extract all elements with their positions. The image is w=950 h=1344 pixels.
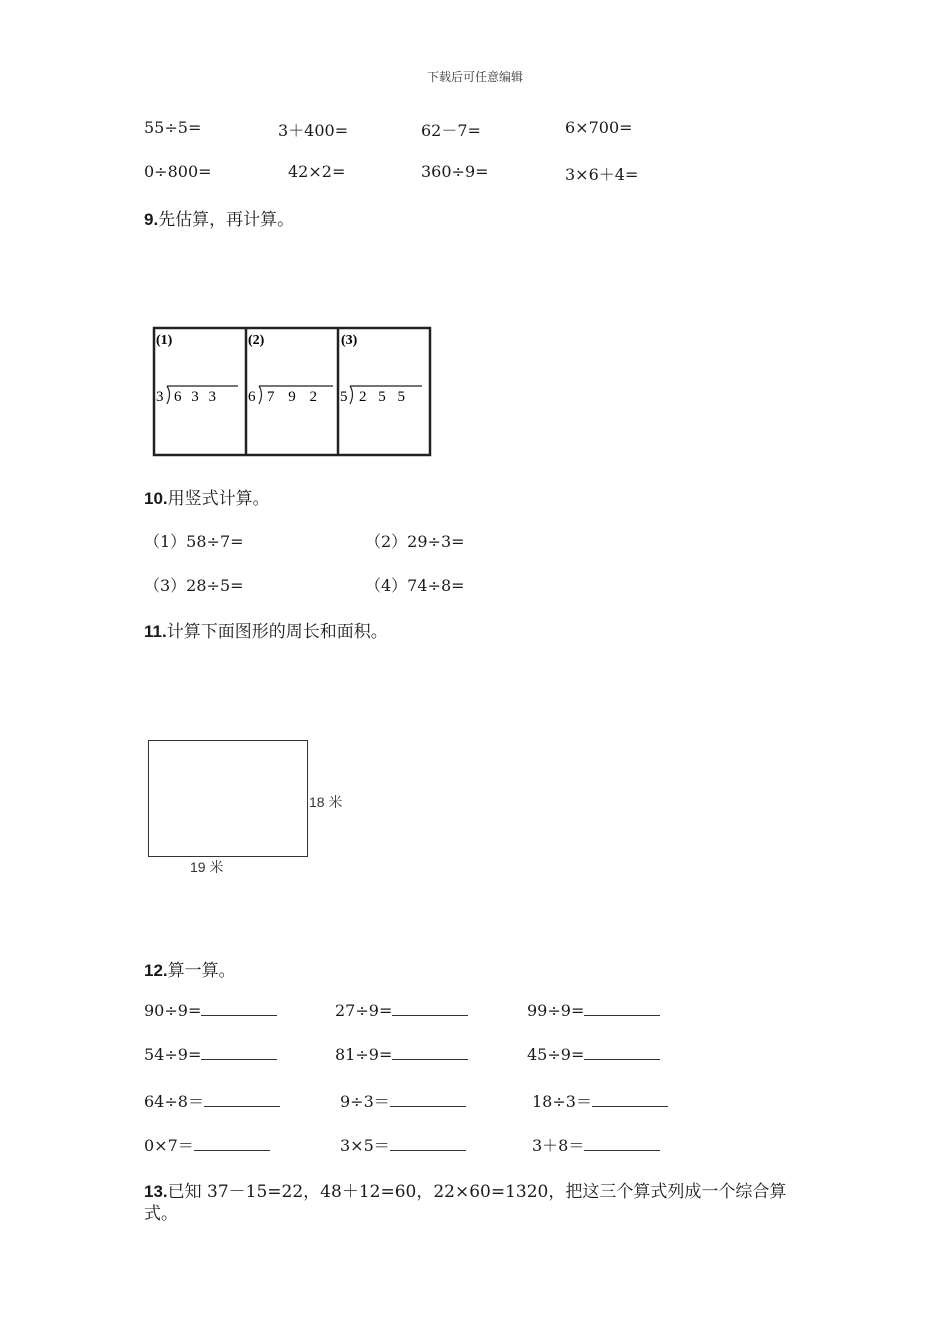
answer-blank[interactable] (392, 1001, 468, 1016)
division-box-3 (340, 333, 422, 405)
calc-item (144, 1045, 277, 1064)
calc-expression: 3×5＝ (340, 1136, 390, 1155)
question-number: 11. (144, 622, 167, 641)
question-11 (144, 617, 388, 642)
question-10 (144, 484, 270, 509)
equation: 3×6＋4= (565, 165, 639, 184)
calc-expression: 27÷9= (335, 1001, 393, 1020)
divisor: 3 (156, 389, 164, 405)
calc-expression: 81÷9= (335, 1045, 393, 1064)
question-text: 算一算。 (167, 961, 236, 981)
calc-item (527, 1001, 660, 1020)
calc-expression: 3＋8＝ (532, 1136, 585, 1155)
divisor: 6 (248, 389, 256, 405)
question-text: 先估算，再计算。 (158, 210, 295, 230)
equation: 55÷5= (144, 118, 202, 137)
equation: 360÷9= (421, 162, 489, 181)
calc-item (144, 1089, 280, 1112)
question-13 (144, 1177, 786, 1202)
answer-blank[interactable] (194, 1136, 270, 1151)
box-label: (1) (156, 333, 173, 348)
calc-expression: 90÷9= (144, 1001, 202, 1020)
question-number: 10. (144, 489, 168, 508)
question-9 (144, 205, 294, 230)
calc-item (340, 1133, 466, 1156)
division-box-1 (156, 333, 238, 405)
page-header: 下载后可任意编辑 (426, 70, 523, 84)
division-boxes (150, 324, 435, 460)
calc-item (144, 1133, 270, 1156)
division-item: （4）74÷8= (365, 576, 465, 595)
answer-blank[interactable] (201, 1001, 277, 1016)
calc-item (144, 1001, 277, 1020)
calc-item (527, 1045, 660, 1064)
box-label: (2) (248, 333, 265, 348)
calc-item (335, 1001, 468, 1020)
question-number: 12. (144, 961, 168, 980)
rectangle-figure (148, 740, 308, 857)
equation: 62－7= (421, 121, 481, 140)
answer-blank[interactable] (390, 1092, 466, 1107)
equation: 0÷800= (144, 162, 212, 181)
width-label: 19 米 (190, 859, 224, 875)
calc-item (532, 1089, 668, 1112)
calc-item (335, 1045, 468, 1064)
calc-expression: 99÷9= (527, 1001, 585, 1020)
question-number: 13. (144, 1182, 168, 1201)
calc-expression: 54÷9= (144, 1045, 202, 1064)
question-13-continuation: 式。 (144, 1204, 178, 1224)
equation: 42×2= (288, 162, 346, 181)
dividend: 2 5 5 (359, 389, 405, 405)
calc-expression: 45÷9= (527, 1045, 585, 1064)
division-box-2 (248, 333, 333, 405)
question-text: 用竖式计算。 (167, 489, 270, 509)
answer-blank[interactable] (390, 1136, 466, 1151)
dividend: 7 9 2 (267, 389, 317, 405)
division-item: （3）28÷5= (144, 576, 244, 595)
calc-expression: 0×7＝ (144, 1136, 194, 1155)
division-item: （2）29÷3= (365, 532, 465, 551)
box-label: (3) (341, 333, 358, 348)
calc-item (340, 1089, 466, 1112)
calc-expression: 9÷3＝ (340, 1092, 390, 1111)
answer-blank[interactable] (584, 1001, 660, 1016)
answer-blank[interactable] (201, 1045, 277, 1060)
calc-item (532, 1133, 660, 1156)
equation: 6×700= (565, 118, 633, 137)
answer-blank[interactable] (204, 1092, 280, 1107)
question-number: 9. (144, 210, 159, 229)
height-label: 18 米 (309, 794, 343, 810)
dividend: 6 3 3 (174, 389, 216, 405)
calc-expression: 64÷8＝ (144, 1092, 204, 1111)
question-text: 已知 37－15=22，48＋12=60，22×60=1320，把这三个算式列成一个综合算 (167, 1182, 787, 1202)
calc-expression: 18÷3＝ (532, 1092, 592, 1111)
divisor: 5 (340, 389, 348, 405)
answer-blank[interactable] (584, 1045, 660, 1060)
answer-blank[interactable] (392, 1045, 468, 1060)
question-12 (144, 956, 236, 981)
question-text: 计算下面图形的周长和面积。 (166, 622, 388, 642)
equation: 3＋400= (278, 121, 349, 140)
division-item: （1）58÷7= (144, 532, 244, 551)
answer-blank[interactable] (592, 1092, 668, 1107)
answer-blank[interactable] (584, 1136, 660, 1151)
